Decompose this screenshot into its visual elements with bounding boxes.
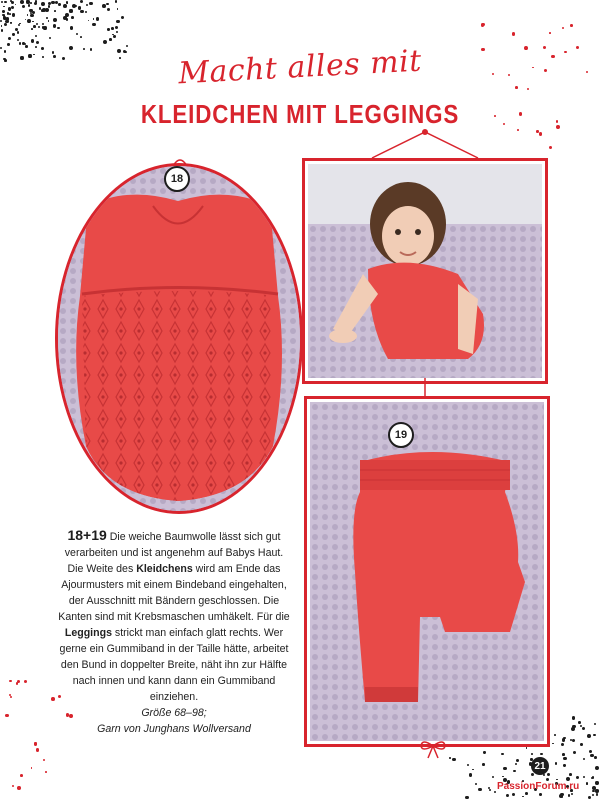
decorative-dot bbox=[62, 57, 65, 60]
script-title: Macht alles mit bbox=[177, 43, 423, 92]
decorative-dot bbox=[86, 4, 88, 6]
decorative-dot bbox=[17, 31, 20, 34]
decorative-dot bbox=[24, 680, 27, 683]
decorative-dot bbox=[31, 39, 34, 42]
decorative-dot bbox=[18, 24, 20, 26]
decorative-dot bbox=[109, 38, 112, 41]
decorative-dot bbox=[481, 24, 484, 27]
decorative-dot bbox=[17, 786, 21, 790]
decorative-dot bbox=[547, 773, 550, 776]
decorative-dot bbox=[80, 0, 83, 3]
decorative-dot bbox=[572, 739, 575, 742]
decorative-dot bbox=[10, 22, 13, 25]
page-title: KLEIDCHEN MIT LEGGINGS bbox=[140, 99, 460, 129]
decorative-dot bbox=[578, 721, 581, 724]
decorative-dot bbox=[52, 51, 55, 54]
decorative-dot bbox=[96, 17, 100, 21]
decorative-dot bbox=[595, 789, 598, 792]
decorative-dot bbox=[22, 5, 25, 8]
decorative-dot bbox=[3, 6, 5, 8]
decorative-dot bbox=[89, 2, 92, 5]
decorative-dot bbox=[489, 789, 491, 791]
decorative-dot bbox=[4, 1, 7, 4]
decorative-dot bbox=[66, 1, 68, 3]
decorative-dot bbox=[42, 26, 45, 29]
decorative-dot bbox=[32, 11, 35, 14]
decorative-dot bbox=[55, 1, 58, 4]
decorative-dot bbox=[452, 758, 455, 761]
decorative-dot bbox=[36, 41, 39, 44]
size-info: Größe 68–98; bbox=[141, 707, 207, 719]
decorative-dot bbox=[9, 13, 11, 15]
pants-photo-frame bbox=[304, 396, 550, 747]
decorative-dot bbox=[117, 8, 119, 10]
decorative-dot bbox=[20, 0, 24, 4]
decorative-dot bbox=[572, 716, 576, 720]
decorative-dot bbox=[69, 46, 73, 50]
decorative-dot bbox=[4, 23, 7, 26]
decorative-dot bbox=[5, 20, 8, 23]
article-mid: wird am Ende das Ajourmusters mit einem Bindeband eingehalten, der Ausschnitt mit Bändern geschlossen. Die Kanten sind mit Krebsmaschen umhäkelt. Für die bbox=[58, 563, 290, 623]
decorative-dot bbox=[482, 763, 485, 766]
decorative-dot bbox=[43, 759, 45, 761]
decorative-dot bbox=[465, 796, 468, 799]
decorative-dot bbox=[527, 88, 530, 91]
decorative-dot bbox=[539, 793, 542, 796]
decorative-dot bbox=[571, 793, 573, 795]
decorative-dot bbox=[113, 35, 116, 38]
decorative-dot bbox=[48, 2, 51, 5]
decorative-dot bbox=[596, 794, 598, 796]
article-end: strickt man einfach glatt rechts. Wer gerne ein Gummiband in der Taille hätte, arbeitet den Bund in doppelter Breite, näht ihn zur Hälfte nach innen und kann dann ein Gummiband einziehen. bbox=[59, 627, 289, 703]
decorative-dot bbox=[90, 48, 92, 50]
dress-number-badge: 18 bbox=[164, 166, 190, 192]
decorative-dot bbox=[92, 23, 95, 26]
decorative-dot bbox=[569, 773, 572, 776]
decorative-dot bbox=[58, 3, 61, 6]
decorative-dot bbox=[515, 86, 518, 89]
decorative-dot bbox=[501, 753, 504, 756]
decorative-dot bbox=[11, 6, 14, 9]
decorative-dot bbox=[4, 50, 6, 52]
decorative-dot bbox=[502, 776, 504, 778]
decorative-dot bbox=[2, 10, 5, 13]
decorative-dot bbox=[555, 762, 558, 765]
decorative-dot bbox=[42, 23, 44, 25]
decorative-dot bbox=[31, 28, 33, 30]
decorative-dot bbox=[31, 767, 33, 769]
decorative-dot bbox=[28, 54, 31, 57]
decorative-dot bbox=[515, 763, 517, 765]
decorative-dot bbox=[80, 36, 82, 38]
article-body bbox=[58, 527, 290, 737]
decorative-dot bbox=[549, 32, 551, 34]
baby-frame-hanger bbox=[370, 128, 480, 160]
dress-photo bbox=[58, 166, 300, 511]
decorative-dot bbox=[583, 776, 585, 778]
decorative-dot bbox=[563, 764, 565, 766]
decorative-dot bbox=[27, 14, 29, 16]
decorative-dot bbox=[9, 680, 11, 682]
decorative-dot bbox=[71, 16, 74, 19]
dress-photo-frame bbox=[55, 163, 303, 514]
decorative-dot bbox=[88, 20, 90, 22]
decorative-dot bbox=[568, 794, 571, 797]
yarn-info: Garn von Junghans Wollversand bbox=[97, 723, 251, 735]
decorative-dot bbox=[478, 788, 481, 791]
decorative-dot bbox=[588, 796, 591, 799]
decorative-dot bbox=[115, 0, 118, 3]
decorative-dot bbox=[45, 771, 47, 773]
decorative-dot bbox=[592, 794, 594, 796]
keyword-leggings: Leggings bbox=[64, 627, 112, 639]
decorative-dot bbox=[7, 43, 10, 46]
decorative-dot bbox=[503, 767, 507, 771]
decorative-dot bbox=[594, 723, 596, 725]
decorative-dot bbox=[586, 71, 588, 73]
decorative-dot bbox=[48, 20, 50, 22]
decorative-dot bbox=[69, 9, 72, 12]
decorative-dot bbox=[526, 747, 528, 749]
decorative-dot bbox=[26, 0, 29, 3]
decorative-dot bbox=[103, 40, 107, 44]
decorative-dot bbox=[472, 769, 474, 771]
decorative-dot bbox=[539, 132, 542, 135]
decorative-dot bbox=[53, 24, 56, 27]
decorative-dot bbox=[508, 74, 510, 76]
decorative-dot bbox=[33, 25, 36, 28]
decorative-dot bbox=[0, 20, 2, 22]
decorative-dot bbox=[83, 48, 85, 50]
decorative-dot bbox=[12, 13, 16, 17]
decorative-dot bbox=[583, 758, 585, 760]
decorative-dot bbox=[590, 754, 594, 758]
decorative-dot bbox=[582, 727, 585, 730]
decorative-dot bbox=[53, 18, 57, 22]
decorative-dot bbox=[126, 45, 128, 47]
decorative-dot bbox=[46, 17, 48, 19]
decorative-dot bbox=[65, 13, 69, 17]
decorative-dot bbox=[554, 734, 556, 736]
decorative-dot bbox=[41, 9, 44, 12]
decorative-dot bbox=[573, 751, 576, 754]
decorative-dot bbox=[35, 46, 37, 48]
decorative-dot bbox=[42, 56, 44, 58]
decorative-dot bbox=[589, 750, 592, 753]
keyword-kleidchen: Kleidchens bbox=[136, 563, 193, 575]
article-number: 18+19 bbox=[67, 527, 107, 543]
decorative-dot bbox=[5, 714, 8, 717]
decorative-dot bbox=[559, 794, 563, 798]
pants-photo bbox=[310, 402, 544, 741]
decorative-dot bbox=[513, 770, 516, 773]
decorative-dot bbox=[34, 2, 37, 5]
decorative-dot bbox=[35, 35, 37, 37]
decorative-dot bbox=[57, 27, 59, 29]
decorative-dot bbox=[51, 697, 55, 701]
decorative-dot bbox=[93, 18, 95, 20]
decorative-dot bbox=[586, 783, 588, 785]
decorative-dot bbox=[17, 39, 19, 41]
decorative-dot bbox=[594, 756, 597, 759]
decorative-dot bbox=[36, 748, 39, 751]
decorative-dot bbox=[10, 696, 12, 698]
decorative-dot bbox=[562, 753, 565, 756]
decorative-dot bbox=[117, 49, 121, 53]
decorative-dot bbox=[512, 793, 516, 797]
decorative-dot bbox=[63, 4, 67, 8]
decorative-dot bbox=[531, 753, 533, 755]
decorative-dot bbox=[12, 785, 14, 787]
decorative-dot bbox=[106, 3, 109, 6]
decorative-dot bbox=[76, 33, 79, 36]
decorative-dot bbox=[30, 2, 32, 4]
baby-photo bbox=[308, 164, 542, 378]
decorative-dot bbox=[49, 37, 52, 40]
decorative-dot bbox=[576, 776, 579, 779]
decorative-dot bbox=[15, 4, 17, 6]
decorative-dot bbox=[595, 781, 598, 784]
decorative-dot bbox=[70, 26, 73, 29]
decorative-dot bbox=[592, 776, 594, 778]
decorative-dot bbox=[467, 764, 469, 766]
decorative-dot bbox=[562, 738, 565, 741]
decorative-dot bbox=[116, 31, 118, 33]
decorative-dot bbox=[78, 6, 81, 9]
decorative-dot bbox=[494, 791, 496, 793]
decorative-dot bbox=[38, 26, 40, 28]
decorative-dot bbox=[540, 753, 543, 756]
watermark: PassionForum.ru bbox=[497, 781, 580, 792]
decorative-dot bbox=[525, 792, 528, 795]
decorative-dot bbox=[41, 47, 44, 50]
decorative-dot bbox=[54, 10, 56, 12]
decorative-dot bbox=[552, 743, 554, 745]
decorative-dot bbox=[32, 21, 34, 23]
decorative-dot bbox=[512, 32, 516, 36]
decorative-dot bbox=[121, 16, 125, 20]
decorative-dot bbox=[66, 18, 68, 20]
decorative-dot bbox=[595, 766, 599, 770]
decorative-dot bbox=[562, 27, 564, 29]
decorative-dot bbox=[123, 50, 126, 53]
pants-number-badge: 19 bbox=[388, 422, 414, 448]
bow-icon bbox=[418, 738, 448, 760]
decorative-dot bbox=[475, 783, 477, 785]
decorative-dot bbox=[12, 33, 14, 35]
decorative-dot bbox=[563, 757, 566, 760]
decorative-dot bbox=[469, 773, 473, 777]
decorative-dot bbox=[20, 774, 23, 777]
decorative-dot bbox=[107, 8, 110, 11]
decorative-dot bbox=[28, 4, 31, 7]
decorative-dot bbox=[580, 743, 583, 746]
decorative-dot bbox=[549, 146, 552, 149]
decorative-dot bbox=[116, 20, 119, 23]
decorative-dot bbox=[33, 54, 35, 56]
decorative-dot bbox=[449, 757, 451, 759]
decorative-dot bbox=[45, 8, 49, 12]
decorative-dot bbox=[1, 29, 3, 31]
decorative-dot bbox=[516, 759, 520, 763]
article-intro: Die weiche Baumwolle lässt sich gut verarbeiten und ist angenehm auf Babys Haut. Die Weite des bbox=[64, 531, 284, 575]
decorative-dot bbox=[25, 45, 28, 48]
decorative-dot bbox=[593, 734, 595, 736]
baby-photo-frame bbox=[302, 158, 548, 384]
decorative-dot bbox=[111, 27, 114, 30]
decorative-dot bbox=[53, 55, 56, 58]
decorative-dot bbox=[8, 37, 11, 40]
page-number: 21 bbox=[531, 757, 549, 775]
decorative-dot bbox=[20, 56, 23, 59]
decorative-dot bbox=[571, 727, 575, 731]
decorative-dot bbox=[115, 26, 118, 29]
decorative-dot bbox=[483, 751, 485, 753]
decorative-dot bbox=[19, 23, 21, 25]
decorative-dot bbox=[587, 734, 591, 738]
decorative-dot bbox=[27, 19, 31, 23]
decorative-dot bbox=[522, 796, 524, 798]
decorative-dot bbox=[592, 790, 595, 793]
decorative-dot bbox=[1, 1, 3, 3]
decorative-dot bbox=[34, 742, 37, 745]
decorative-dot bbox=[506, 794, 509, 797]
decorative-dot bbox=[30, 14, 33, 17]
decorative-dot bbox=[107, 28, 110, 31]
decorative-dot bbox=[570, 24, 573, 27]
decorative-dot bbox=[41, 2, 45, 6]
decorative-dot bbox=[72, 4, 76, 8]
decorative-dot bbox=[85, 11, 87, 13]
decorative-dot bbox=[80, 10, 83, 13]
decorative-dot bbox=[0, 47, 2, 49]
decorative-dot bbox=[561, 743, 564, 746]
decorative-dot bbox=[1, 25, 3, 27]
decorative-dot bbox=[492, 776, 494, 778]
decorative-dot bbox=[19, 42, 22, 45]
